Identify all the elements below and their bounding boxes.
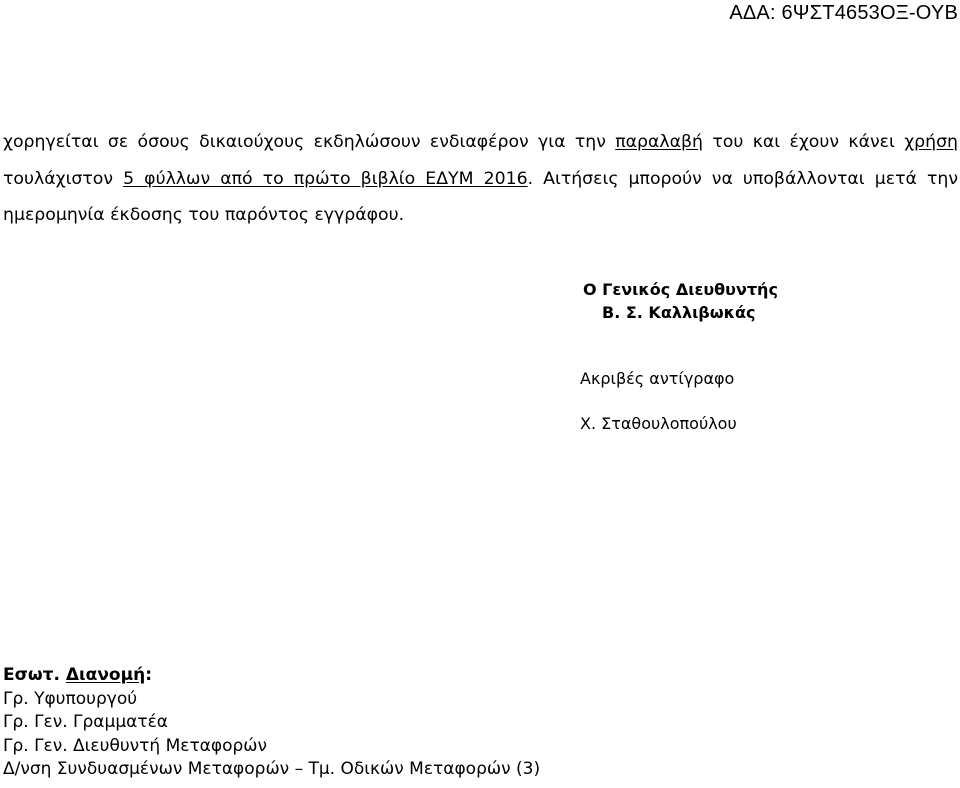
distribution-item-directorate: Δ/νση Συνδυασμένων Μεταφορών – Τμ. Οδικών Μεταφορών (3) (3, 759, 541, 779)
body-underlined-sheets: 5 φύλλων από το πρώτο βιβλίο ΕΔΥΜ 2016 (123, 168, 528, 189)
signature-block (583, 278, 778, 324)
distribution-title-underlined: Διανομή (65, 665, 146, 685)
body-paragraph (3, 124, 958, 234)
certified-copy-name: Χ. Σταθουλοπούλου (580, 414, 737, 433)
body-text-part-3: τουλάχιστον (3, 168, 124, 189)
distribution-title-suffix: : (145, 665, 153, 685)
body-text-part-1: χορηγείται σε όσους δικαιούχους εκδηλώσουν ενδιαφέρον για την (3, 132, 616, 152)
distribution-title-prefix: Εσωτ. (3, 665, 66, 685)
signature-name: Β. Σ. Καλλιβωκάς (602, 303, 756, 322)
internal-distribution (3, 664, 540, 782)
signature-title: Ο Γενικός Διευθυντής (583, 280, 778, 299)
body-text-part-4: . Αιτήσεις μπορούν να υποβάλλονται μετά την ημερομηνία έκδοσης του παρόντος εγγράφου. (3, 168, 958, 225)
body-text-part-2: του και έχουν κάνει (703, 132, 905, 152)
certified-copy-label: Ακριβές αντίγραφο (580, 369, 735, 388)
ada-code: ΑΔΑ: 6ΨΣΤ4653ΟΞ-ΟΥΒ (729, 2, 958, 24)
body-underlined-use: χρήση (904, 132, 958, 152)
distribution-item-general-director: Γρ. Γεν. Διευθυντή Μεταφορών (3, 735, 268, 756)
distribution-item-general-secretary: Γρ. Γεν. Γραμματέα (3, 712, 168, 732)
distribution-title (3, 664, 540, 688)
body-underlined-receipt: παραλαβή (615, 132, 703, 152)
distribution-item-deputy-minister: Γρ. Υφυπουργού (3, 688, 138, 709)
